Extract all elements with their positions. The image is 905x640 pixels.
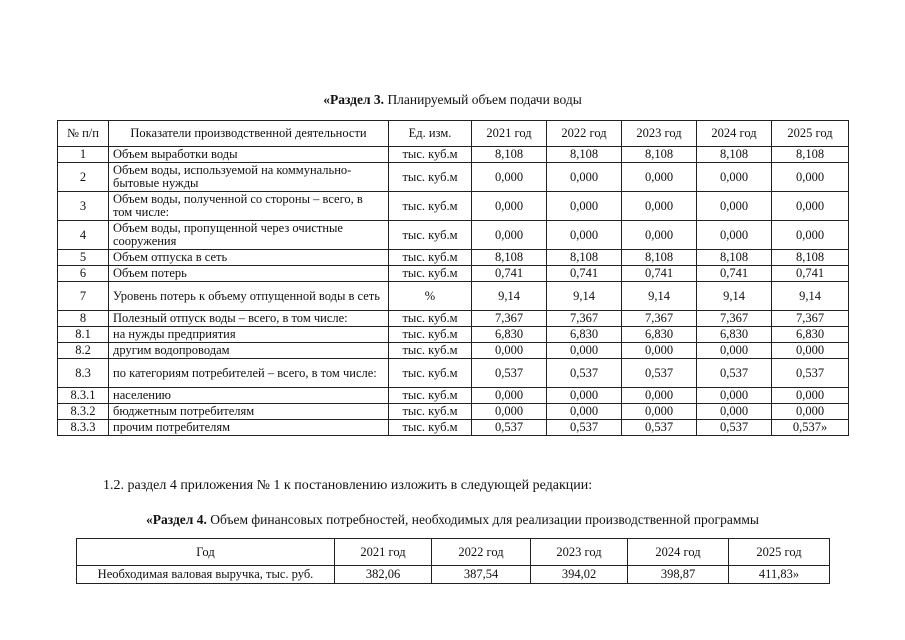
unit-cell: тыс. куб.м (389, 359, 472, 388)
value-cell: 0,000 (622, 343, 697, 359)
value-cell: 0,000 (472, 192, 547, 221)
value-cell: 8,108 (772, 147, 849, 163)
section3-heading: «Раздел 3. Планируемый объем подачи воды (323, 92, 582, 107)
row-number: 5 (58, 250, 109, 266)
value-cell: 6,830 (547, 327, 622, 343)
value-cell: 0,000 (547, 163, 622, 192)
value-cell: 0,741 (472, 266, 547, 282)
table-row (58, 388, 849, 404)
unit-cell: тыс. куб.м (389, 311, 472, 327)
row-number: 3 (58, 192, 109, 221)
value-cell: 382,06 (335, 566, 432, 584)
value-cell: 8,108 (772, 250, 849, 266)
value-cell: 7,367 (547, 311, 622, 327)
value-cell: 0,000 (772, 343, 849, 359)
value-cell: 0,537 (547, 359, 622, 388)
value-cell: 0,537 (697, 359, 772, 388)
value-cell: 0,537» (772, 420, 849, 436)
unit-cell: тыс. куб.м (389, 250, 472, 266)
value-cell: 398,87 (628, 566, 729, 584)
value-cell: 0,741 (697, 266, 772, 282)
value-cell: 0,000 (547, 343, 622, 359)
indicator-name: Объем воды, полученной со стороны – всего, в том числе: (109, 192, 389, 221)
table-row (58, 420, 849, 436)
row-number: 8.3.2 (58, 404, 109, 420)
value-cell: 9,14 (547, 282, 622, 311)
value-cell: 0,000 (697, 163, 772, 192)
value-cell: 0,000 (622, 404, 697, 420)
value-cell: 394,02 (531, 566, 628, 584)
unit-cell: тыс. куб.м (389, 420, 472, 436)
value-cell: 0,741 (622, 266, 697, 282)
value-cell: 9,14 (472, 282, 547, 311)
value-cell: 0,537 (622, 420, 697, 436)
value-cell: 8,108 (697, 250, 772, 266)
header-indicator: Показатели производственной деятельности (109, 121, 389, 147)
section4-heading: «Раздел 4. Объем финансовых потребностей, необходимых для реализации производственной программы (146, 512, 759, 527)
table-row (58, 221, 849, 250)
value-cell: 0,741 (547, 266, 622, 282)
indicator-name: Объем выработки воды (109, 147, 389, 163)
value-cell: 6,830 (622, 327, 697, 343)
row-number: 2 (58, 163, 109, 192)
indicator-name: Объем отпуска в сеть (109, 250, 389, 266)
table-row (58, 163, 849, 192)
value-cell: 7,367 (622, 311, 697, 327)
unit-cell: тыс. куб.м (389, 266, 472, 282)
unit-cell: тыс. куб.м (389, 147, 472, 163)
value-cell: 0,537 (547, 420, 622, 436)
value-cell: 6,830 (472, 327, 547, 343)
table-row (77, 566, 830, 584)
indicator-name: другим водопроводам (109, 343, 389, 359)
value-cell: 0,000 (772, 388, 849, 404)
value-cell: 8,108 (472, 250, 547, 266)
indicator-name: на нужды предприятия (109, 327, 389, 343)
value-cell: 411,83» (729, 566, 830, 584)
value-cell: 0,000 (622, 192, 697, 221)
table-row (58, 404, 849, 420)
value-cell: 0,000 (697, 192, 772, 221)
unit-cell: тыс. куб.м (389, 327, 472, 343)
table-row (58, 359, 849, 388)
section3-table (57, 120, 849, 436)
row-number: 6 (58, 266, 109, 282)
value-cell: 6,830 (772, 327, 849, 343)
header-year: 2021 год (472, 121, 547, 147)
table-row (58, 311, 849, 327)
value-cell: 0,537 (772, 359, 849, 388)
table-header-row (77, 539, 830, 566)
value-cell: 0,000 (472, 404, 547, 420)
header-year: 2025 год (729, 539, 830, 566)
header-year: 2021 год (335, 539, 432, 566)
value-cell: 9,14 (697, 282, 772, 311)
header-year: 2022 год (432, 539, 531, 566)
indicator-name: прочим потребителям (109, 420, 389, 436)
value-cell: 8,108 (547, 147, 622, 163)
header-unit: Ед. изм. (389, 121, 472, 147)
header-year: 2024 год (697, 121, 772, 147)
section4-table (76, 538, 830, 584)
value-cell: 387,54 (432, 566, 531, 584)
table-row (58, 343, 849, 359)
row-number: 4 (58, 221, 109, 250)
value-cell: 0,000 (622, 163, 697, 192)
indicator-name: Объем воды, используемой на коммунально-бытовые нужды (109, 163, 389, 192)
value-cell: 8,108 (622, 147, 697, 163)
row-number: 8.3 (58, 359, 109, 388)
header-year: 2025 год (772, 121, 849, 147)
value-cell: 0,000 (697, 343, 772, 359)
value-cell: 0,537 (697, 420, 772, 436)
indicator-name: бюджетным потребителям (109, 404, 389, 420)
value-cell: 7,367 (697, 311, 772, 327)
value-cell: 7,367 (472, 311, 547, 327)
table-row (58, 147, 849, 163)
value-cell: 0,000 (472, 163, 547, 192)
row-number: 1 (58, 147, 109, 163)
table-row (58, 327, 849, 343)
section3-table-body (58, 147, 849, 436)
table-header-row (58, 121, 849, 147)
header-year: 2023 год (622, 121, 697, 147)
unit-cell: тыс. куб.м (389, 388, 472, 404)
row-number: 8.3.3 (58, 420, 109, 436)
row-number: 7 (58, 282, 109, 311)
value-cell: 0,000 (622, 388, 697, 404)
value-cell: 0,000 (547, 221, 622, 250)
value-cell: 9,14 (622, 282, 697, 311)
unit-cell: тыс. куб.м (389, 192, 472, 221)
value-cell: 6,830 (697, 327, 772, 343)
value-cell: 8,108 (547, 250, 622, 266)
row-number: 8.3.1 (58, 388, 109, 404)
unit-cell: тыс. куб.м (389, 343, 472, 359)
value-cell: 8,108 (472, 147, 547, 163)
value-cell: 8,108 (622, 250, 697, 266)
header-year: 2023 год (531, 539, 628, 566)
row-number: 8.1 (58, 327, 109, 343)
value-cell: 0,537 (472, 420, 547, 436)
value-cell: 0,000 (772, 404, 849, 420)
value-cell: 8,108 (697, 147, 772, 163)
value-cell: 0,000 (772, 192, 849, 221)
value-cell: 0,000 (472, 343, 547, 359)
row-number: 8 (58, 311, 109, 327)
table-row (58, 282, 849, 311)
value-cell: 7,367 (772, 311, 849, 327)
unit-cell: тыс. куб.м (389, 163, 472, 192)
value-cell: 0,000 (472, 221, 547, 250)
row-label: Необходимая валовая выручка, тыс. руб. (77, 566, 335, 584)
indicator-name: Объем воды, пропущенной через очистные сооружения (109, 221, 389, 250)
header-year: 2024 год (628, 539, 729, 566)
value-cell: 0,000 (547, 388, 622, 404)
instruction-paragraph: 1.2. раздел 4 приложения № 1 к постановлению изложить в следующей редакции: (103, 478, 593, 493)
value-cell: 0,000 (472, 388, 547, 404)
value-cell: 0,000 (772, 221, 849, 250)
indicator-name: населению (109, 388, 389, 404)
value-cell: 9,14 (772, 282, 849, 311)
indicator-name: Полезный отпуск воды – всего, в том числе: (109, 311, 389, 327)
table-row (58, 250, 849, 266)
value-cell: 0,000 (547, 192, 622, 221)
value-cell: 0,000 (547, 404, 622, 420)
unit-cell: тыс. куб.м (389, 221, 472, 250)
value-cell: 0,537 (472, 359, 547, 388)
table-row (58, 192, 849, 221)
header-year: 2022 год (547, 121, 622, 147)
value-cell: 0,741 (772, 266, 849, 282)
header-num: № п/п (58, 121, 109, 147)
row-number: 8.2 (58, 343, 109, 359)
value-cell: 0,000 (697, 404, 772, 420)
indicator-name: Уровень потерь к объему отпущенной воды в сеть (109, 282, 389, 311)
indicator-name: Объем потерь (109, 266, 389, 282)
value-cell: 0,000 (772, 163, 849, 192)
header-year-label: Год (77, 539, 335, 566)
value-cell: 0,537 (622, 359, 697, 388)
indicator-name: по категориям потребителей – всего, в том числе: (109, 359, 389, 388)
table-row (58, 266, 849, 282)
value-cell: 0,000 (622, 221, 697, 250)
value-cell: 0,000 (697, 388, 772, 404)
unit-cell: тыс. куб.м (389, 404, 472, 420)
value-cell: 0,000 (697, 221, 772, 250)
unit-cell: % (389, 282, 472, 311)
